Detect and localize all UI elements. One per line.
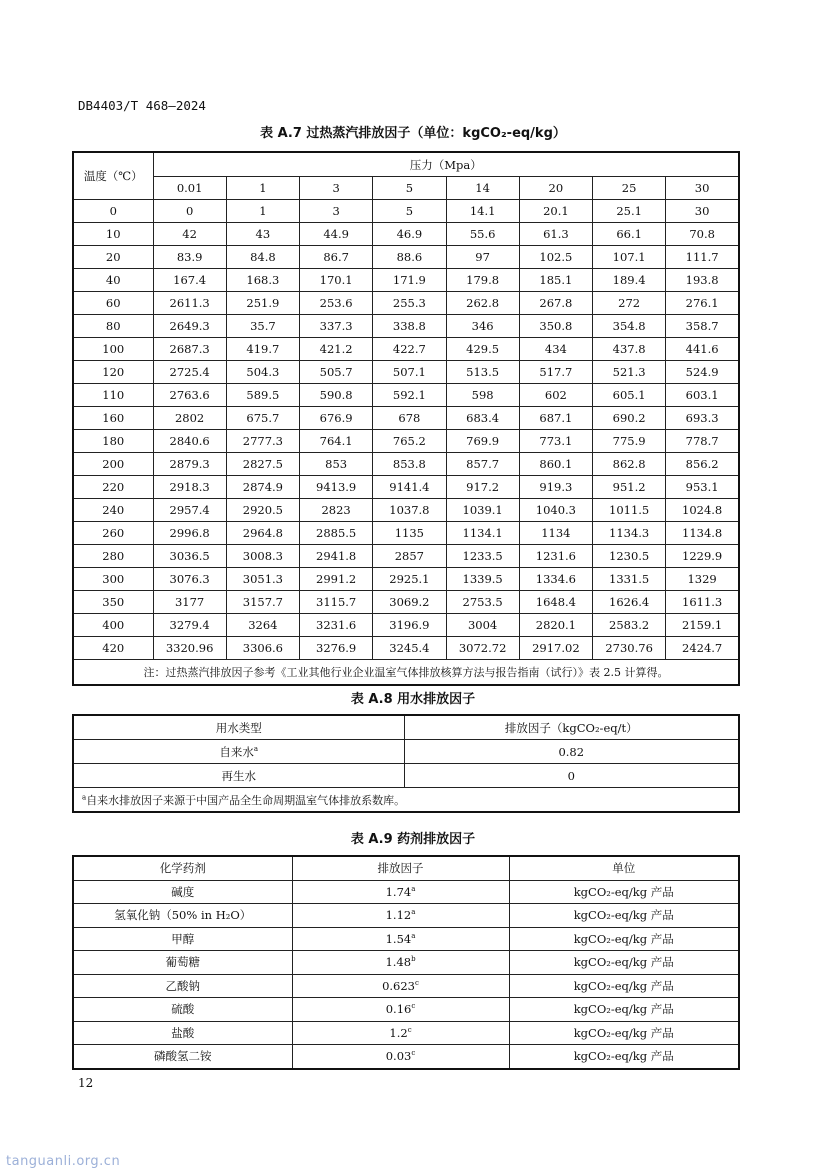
emission-factor-cell: 3231.6 (300, 614, 373, 637)
emission-factor-cell: 189.4 (593, 269, 666, 292)
emission-factor-cell: 853.8 (373, 453, 446, 476)
emission-factor-cell: 3279.4 (153, 614, 226, 637)
temperature-cell: 160 (73, 407, 153, 430)
emission-factor-cell: 2820.1 (519, 614, 592, 637)
emission-factor-cell: 693.3 (666, 407, 739, 430)
emission-factor-cell: 255.3 (373, 292, 446, 315)
emission-factor-cell: 422.7 (373, 338, 446, 361)
table-row (73, 974, 739, 998)
table-a7-caption: 表 A.7 过热蒸汽排放因子（单位：kgCO₂-eq/kg） (260, 126, 566, 141)
unit-header: 单位 (509, 856, 739, 880)
emission-factor-cell: 778.7 (666, 430, 739, 453)
table-row (73, 637, 739, 660)
emission-factor-cell: 2753.5 (446, 591, 519, 614)
emission-factor-cell: 0 (153, 200, 226, 223)
temperature-cell: 10 (73, 223, 153, 246)
emission-factor-cell: 267.8 (519, 292, 592, 315)
emission-factor-cell: 2879.3 (153, 453, 226, 476)
emission-factor-cell: 350.8 (519, 315, 592, 338)
emission-factor-cell: 605.1 (593, 384, 666, 407)
emission-factor-cell: 83.9 (153, 246, 226, 269)
emission-factor-cell: 1229.9 (666, 545, 739, 568)
emission-factor-cell: 2611.3 (153, 292, 226, 315)
emission-factor-cell: 46.9 (373, 223, 446, 246)
chemical-emission-table (72, 855, 740, 1070)
water-factor-cell: 0.82 (404, 740, 739, 764)
temperature-cell: 240 (73, 499, 153, 522)
emission-factor-cell: 687.1 (519, 407, 592, 430)
emission-factor-cell: 2730.76 (593, 637, 666, 660)
footnote-marker: c (407, 1025, 412, 1034)
table-row (73, 384, 739, 407)
emission-factor-cell: 1 (226, 200, 299, 223)
unit-cell: kgCO₂-eq/kg 产品 (509, 951, 739, 975)
temperature-cell: 350 (73, 591, 153, 614)
unit-cell: kgCO₂-eq/kg 产品 (509, 974, 739, 998)
emission-factor-cell: 429.5 (446, 338, 519, 361)
emission-factor-cell: 2917.02 (519, 637, 592, 660)
document-code: DB4403/T 468—2024 (78, 98, 206, 113)
emission-factor-cell: 2920.5 (226, 499, 299, 522)
chemical-cell: 盐酸 (73, 1021, 292, 1045)
footnote-marker: a (253, 744, 259, 753)
superheated-steam-table (72, 151, 740, 686)
emission-factor-cell: 272 (593, 292, 666, 315)
emission-factor-cell: 2823 (300, 499, 373, 522)
table-row (73, 998, 739, 1022)
temperature-cell: 260 (73, 522, 153, 545)
unit-cell: kgCO₂-eq/kg 产品 (509, 1045, 739, 1069)
unit-cell: kgCO₂-eq/kg 产品 (509, 998, 739, 1022)
chemical-cell: 葡萄糖 (73, 951, 292, 975)
emission-factor-cell: 253.6 (300, 292, 373, 315)
emission-factor-cell: 276.1 (666, 292, 739, 315)
emission-factor-cell: 602 (519, 384, 592, 407)
emission-factor-cell: 3008.3 (226, 545, 299, 568)
emission-factor-cell: 507.1 (373, 361, 446, 384)
emission-factor-cell: 524.9 (666, 361, 739, 384)
unit-cell: kgCO₂-eq/kg 产品 (509, 904, 739, 928)
emission-factor-cell: 44.9 (300, 223, 373, 246)
emission-factor-cell: 9413.9 (300, 476, 373, 499)
emission-factor-cell: 2802 (153, 407, 226, 430)
watermark: tanguanli.org.cn (6, 1154, 121, 1169)
emission-factor-cell: 14.1 (446, 200, 519, 223)
emission-factor-cell: 66.1 (593, 223, 666, 246)
emission-factor-cell: 2964.8 (226, 522, 299, 545)
factor-cell: 1.48$^b$ (292, 951, 509, 975)
emission-factor-cell: 3196.9 (373, 614, 446, 637)
emission-factor-cell: 3069.2 (373, 591, 446, 614)
emission-factor-cell: 3 (300, 200, 373, 223)
water-type-header: 用水类型 (73, 715, 404, 740)
footnote-marker: b (411, 955, 416, 964)
factor-cell: 0.03$^c$ (292, 1045, 509, 1069)
factor-cell: 1.54$^a$ (292, 927, 509, 951)
emission-factor-cell: 860.1 (519, 453, 592, 476)
emission-factor-cell: 1626.4 (593, 591, 666, 614)
emission-factor-cell: 953.1 (666, 476, 739, 499)
table-row (73, 453, 739, 476)
emission-factor-cell: 3276.9 (300, 637, 373, 660)
emission-factor-cell: 2424.7 (666, 637, 739, 660)
emission-factor-cell: 9141.4 (373, 476, 446, 499)
table-row (73, 223, 739, 246)
table-row (73, 927, 739, 951)
temperature-cell: 0 (73, 200, 153, 223)
footnote-marker: a (411, 884, 416, 893)
pressure-value-header: 14 (446, 177, 519, 200)
footnote-marker: c (415, 978, 419, 987)
emission-factor-cell: 86.7 (300, 246, 373, 269)
temperature-cell: 280 (73, 545, 153, 568)
emission-factor-cell: 1231.6 (519, 545, 592, 568)
emission-factor-cell: 61.3 (519, 223, 592, 246)
footnote-marker: a (411, 931, 416, 940)
unit-cell: kgCO₂-eq/kg 产品 (509, 880, 739, 904)
emission-factor-cell: 2777.3 (226, 430, 299, 453)
emission-factor-cell: 598 (446, 384, 519, 407)
emission-factor-cell: 179.8 (446, 269, 519, 292)
emission-factor-cell: 1329 (666, 568, 739, 591)
emission-factor-cell: 690.2 (593, 407, 666, 430)
factor-cell: 0.623$^c$ (292, 974, 509, 998)
emission-factor-cell: 2583.2 (593, 614, 666, 637)
emission-factor-cell: 3245.4 (373, 637, 446, 660)
emission-factor-cell: 42 (153, 223, 226, 246)
table-row (73, 1021, 739, 1045)
emission-factor-cell: 55.6 (446, 223, 519, 246)
pressure-value-header: 0.01 (153, 177, 226, 200)
table-a8-note: $^a$自来水排放因子来源于中国产品全生命周期温室气体排放系数库。 (73, 788, 739, 813)
emission-factor-cell: 43 (226, 223, 299, 246)
emission-factor-cell: 3076.3 (153, 568, 226, 591)
table-a9-caption: 表 A.9 药剂排放因子 (350, 832, 476, 847)
emission-factor-cell: 2159.1 (666, 614, 739, 637)
emission-factor-cell: 764.1 (300, 430, 373, 453)
factor-cell: 1.74$^a$ (292, 880, 509, 904)
emission-factor-cell: 2957.4 (153, 499, 226, 522)
emission-factor-cell: 2885.5 (300, 522, 373, 545)
emission-factor-cell: 2874.9 (226, 476, 299, 499)
temperature-cell: 400 (73, 614, 153, 637)
emission-factor-cell: 1331.5 (593, 568, 666, 591)
pressure-value-header: 1 (226, 177, 299, 200)
table-row (73, 430, 739, 453)
table-row (73, 1045, 739, 1069)
emission-factor-cell: 2996.8 (153, 522, 226, 545)
emission-factor-cell: 358.7 (666, 315, 739, 338)
chemical-cell: 碱度 (73, 880, 292, 904)
emission-factor-cell: 775.9 (593, 430, 666, 453)
emission-factor-cell: 3115.7 (300, 591, 373, 614)
emission-factor-cell: 2857 (373, 545, 446, 568)
temperature-cell: 200 (73, 453, 153, 476)
temperature-header: 温度（℃） (73, 152, 153, 200)
emission-factor-cell: 1230.5 (593, 545, 666, 568)
emission-factor-cell: 521.3 (593, 361, 666, 384)
emission-factor-cell: 3264 (226, 614, 299, 637)
pressure-value-header: 30 (666, 177, 739, 200)
emission-factor-cell: 3072.72 (446, 637, 519, 660)
pressure-header: 压力（Mpa） (153, 152, 739, 177)
emission-factor-cell: 590.8 (300, 384, 373, 407)
emission-factor-cell: 1134.1 (446, 522, 519, 545)
table-row (73, 269, 739, 292)
emission-factor-cell: 2925.1 (373, 568, 446, 591)
table-row (73, 407, 739, 430)
emission-factor-cell: 2687.3 (153, 338, 226, 361)
table-row (73, 338, 739, 361)
factor-header: 排放因子 (292, 856, 509, 880)
emission-factor-cell: 1040.3 (519, 499, 592, 522)
emission-factor-cell: 853 (300, 453, 373, 476)
unit-cell: kgCO₂-eq/kg 产品 (509, 1021, 739, 1045)
table-row (73, 246, 739, 269)
emission-factor-cell: 337.3 (300, 315, 373, 338)
temperature-cell: 300 (73, 568, 153, 591)
unit-cell: kgCO₂-eq/kg 产品 (509, 927, 739, 951)
table-a8-caption: 表 A.8 用水排放因子 (350, 692, 476, 707)
emission-factor-cell: 676.9 (300, 407, 373, 430)
emission-factor-cell: 3177 (153, 591, 226, 614)
pressure-value-header: 3 (300, 177, 373, 200)
table-row (73, 764, 739, 788)
table-row (73, 292, 739, 315)
chemical-header: 化学药剂 (73, 856, 292, 880)
emission-factor-cell: 919.3 (519, 476, 592, 499)
emission-factor-cell: 2918.3 (153, 476, 226, 499)
emission-factor-cell: 5 (373, 200, 446, 223)
emission-factor-cell: 25.1 (593, 200, 666, 223)
emission-factor-cell: 3320.96 (153, 637, 226, 660)
emission-factor-cell: 3306.6 (226, 637, 299, 660)
emission-factor-cell: 346 (446, 315, 519, 338)
table-row (73, 614, 739, 637)
emission-factor-cell: 2991.2 (300, 568, 373, 591)
emission-factor-cell: 505.7 (300, 361, 373, 384)
footnote-marker: a (411, 908, 416, 917)
pressure-value-header: 5 (373, 177, 446, 200)
emission-factor-cell: 70.8 (666, 223, 739, 246)
emission-factor-cell: 1611.3 (666, 591, 739, 614)
emission-factor-cell: 338.8 (373, 315, 446, 338)
emission-factor-cell: 683.4 (446, 407, 519, 430)
emission-factor-cell: 1648.4 (519, 591, 592, 614)
water-factor-cell: 0 (404, 764, 739, 788)
table-row (73, 951, 739, 975)
temperature-cell: 110 (73, 384, 153, 407)
emission-factor-cell: 1134.3 (593, 522, 666, 545)
factor-cell: 1.2$^c$ (292, 1021, 509, 1045)
factor-cell: 0.16$^c$ (292, 998, 509, 1022)
emission-factor-cell: 3157.7 (226, 591, 299, 614)
emission-factor-cell: 2840.6 (153, 430, 226, 453)
emission-factor-cell: 951.2 (593, 476, 666, 499)
table-row (73, 591, 739, 614)
emission-factor-cell: 2827.5 (226, 453, 299, 476)
table-row (73, 315, 739, 338)
emission-factor-cell: 167.4 (153, 269, 226, 292)
chemical-cell: 乙酸钠 (73, 974, 292, 998)
chemical-cell: 硫酸 (73, 998, 292, 1022)
table-row (73, 499, 739, 522)
table-row (73, 200, 739, 223)
emission-factor-cell: 1339.5 (446, 568, 519, 591)
table-row (73, 545, 739, 568)
water-type-cell: 再生水 (73, 764, 404, 788)
emission-factor-cell: 251.9 (226, 292, 299, 315)
table-row (73, 880, 739, 904)
temperature-cell: 60 (73, 292, 153, 315)
emission-factor-cell: 185.1 (519, 269, 592, 292)
emission-factor-cell: 517.7 (519, 361, 592, 384)
emission-factor-cell: 773.1 (519, 430, 592, 453)
temperature-cell: 420 (73, 637, 153, 660)
chemical-cell: 氢氧化钠（50% in H₂O） (73, 904, 292, 928)
table-row (73, 361, 739, 384)
temperature-cell: 80 (73, 315, 153, 338)
emission-factor-cell: 857.7 (446, 453, 519, 476)
emission-factor-cell: 1233.5 (446, 545, 519, 568)
emission-factor-cell: 171.9 (373, 269, 446, 292)
page-number: 12 (78, 1076, 94, 1090)
emission-factor-cell: 107.1 (593, 246, 666, 269)
water-emission-table (72, 714, 740, 813)
emission-factor-cell: 1334.6 (519, 568, 592, 591)
emission-factor-cell: 2763.6 (153, 384, 226, 407)
emission-factor-cell: 1011.5 (593, 499, 666, 522)
emission-factor-cell: 354.8 (593, 315, 666, 338)
emission-factor-cell: 3051.3 (226, 568, 299, 591)
table-row (73, 904, 739, 928)
emission-factor-cell: 1135 (373, 522, 446, 545)
emission-factor-cell: 917.2 (446, 476, 519, 499)
emission-factor-cell: 2941.8 (300, 545, 373, 568)
emission-factor-cell: 421.2 (300, 338, 373, 361)
table-row (73, 740, 739, 764)
emission-factor-cell: 504.3 (226, 361, 299, 384)
water-factor-header: 排放因子（kgCO₂-eq/t） (404, 715, 739, 740)
emission-factor-cell: 2725.4 (153, 361, 226, 384)
emission-factor-cell: 3036.5 (153, 545, 226, 568)
emission-factor-cell: 84.8 (226, 246, 299, 269)
emission-factor-cell: 769.9 (446, 430, 519, 453)
pressure-value-header: 25 (593, 177, 666, 200)
emission-factor-cell: 3004 (446, 614, 519, 637)
temperature-cell: 40 (73, 269, 153, 292)
emission-factor-cell: 1037.8 (373, 499, 446, 522)
emission-factor-cell: 437.8 (593, 338, 666, 361)
footnote-marker: c (411, 1002, 416, 1011)
emission-factor-cell: 20.1 (519, 200, 592, 223)
factor-cell: 1.12$^a$ (292, 904, 509, 928)
emission-factor-cell: 1024.8 (666, 499, 739, 522)
emission-factor-cell: 30 (666, 200, 739, 223)
chemical-cell: 磷酸氢二铵 (73, 1045, 292, 1069)
emission-factor-cell: 1134 (519, 522, 592, 545)
emission-factor-cell: 678 (373, 407, 446, 430)
footnote-marker: c (411, 1049, 416, 1058)
emission-factor-cell: 434 (519, 338, 592, 361)
emission-factor-cell: 603.1 (666, 384, 739, 407)
emission-factor-cell: 97 (446, 246, 519, 269)
water-type-cell: 自来水$^a$ (73, 740, 404, 764)
emission-factor-cell: 513.5 (446, 361, 519, 384)
chemical-cell: 甲醇 (73, 927, 292, 951)
temperature-cell: 100 (73, 338, 153, 361)
emission-factor-cell: 765.2 (373, 430, 446, 453)
emission-factor-cell: 193.8 (666, 269, 739, 292)
temperature-cell: 120 (73, 361, 153, 384)
temperature-cell: 220 (73, 476, 153, 499)
emission-factor-cell: 88.6 (373, 246, 446, 269)
emission-factor-cell: 168.3 (226, 269, 299, 292)
emission-factor-cell: 419.7 (226, 338, 299, 361)
emission-factor-cell: 1039.1 (446, 499, 519, 522)
emission-factor-cell: 170.1 (300, 269, 373, 292)
emission-factor-cell: 589.5 (226, 384, 299, 407)
emission-factor-cell: 1134.8 (666, 522, 739, 545)
emission-factor-cell: 675.7 (226, 407, 299, 430)
table-a7-note: 注：过热蒸汽排放因子参考《工业其他行业企业温室气体排放核算方法与报告指南（试行）》表 2.5 计算得。 (73, 660, 739, 686)
emission-factor-cell: 2649.3 (153, 315, 226, 338)
emission-factor-cell: 441.6 (666, 338, 739, 361)
emission-factor-cell: 592.1 (373, 384, 446, 407)
table-row (73, 522, 739, 545)
temperature-cell: 20 (73, 246, 153, 269)
table-row (73, 568, 739, 591)
temperature-cell: 180 (73, 430, 153, 453)
emission-factor-cell: 856.2 (666, 453, 739, 476)
emission-factor-cell: 102.5 (519, 246, 592, 269)
emission-factor-cell: 35.7 (226, 315, 299, 338)
emission-factor-cell: 111.7 (666, 246, 739, 269)
emission-factor-cell: 262.8 (446, 292, 519, 315)
table-row (73, 476, 739, 499)
pressure-value-header: 20 (519, 177, 592, 200)
emission-factor-cell: 862.8 (593, 453, 666, 476)
